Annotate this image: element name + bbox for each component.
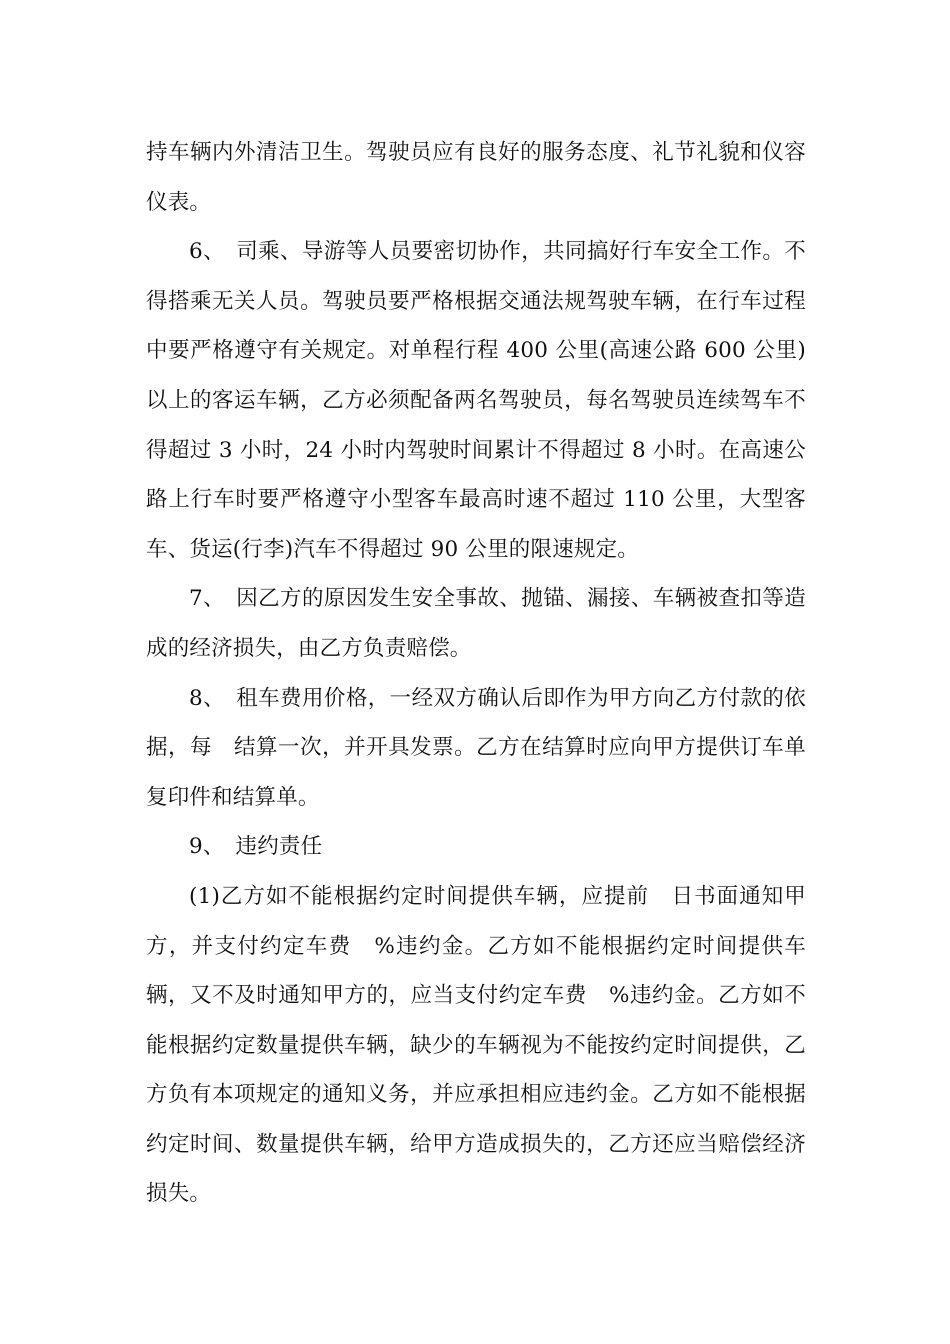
paragraph-item-9-1-breach: (1)乙方如不能根据约定时间提供车辆，应提前 日书面通知甲方，并支付约定车费 %违约金。乙方如不能根据约定时间提供车辆，又不及时通知甲方的，应当支付约定车费 %违约金。乙方如不能根据约定数量提供车辆，缺少的车辆视为不能按约定时间提供，乙方负有本项规定的通知义务，并应承担相应违约金。乙方如不能根据约定时间、数量提供车辆，给甲方造成损失的，乙方还应当赔偿经济损失。 (146, 883, 806, 1207)
document-body (146, 128, 806, 1219)
paragraph-item-6-safety: 6、 司乘、导游等人员要密切协作，共同搞好行车安全工作。不得搭乘无关人员。驾驶员要严格根据交通法规驾驶车辆，在行车过程中要严格遵守有关规定。对单程行程 400 公里(高速公路 600 公里)以上的客运车辆，乙方必须配备两名驾驶员，每名驾驶员连续驾车不得超过 3 小时，24 小时内驾驶时间累计不得超过 8 小时。在高速公路上行车时要严格遵守小型客车最高时速不超过 110 公里，大型客车、货运(行李)汽车不得超过 90 公里的限速规定。 (146, 239, 806, 562)
paragraph-item-8-pricing: 8、 租车费用价格，一经双方确认后即作为甲方向乙方付款的依据，每 结算一次，并开具发票。乙方在结算时应向甲方提供订车单复印件和结算单。 (146, 685, 806, 810)
paragraph-item-9-heading: 9、 违约责任 (189, 834, 323, 860)
paragraph-item-7-compensation: 7、 因乙方的原因发生安全事故、抛锚、漏接、车辆被查扣等造成的经济损失，由乙方负责赔偿。 (146, 586, 806, 661)
paragraph-vehicle-cleanliness: 持车辆内外清洁卫生。驾驶员应有良好的服务态度、礼节礼貌和仪容仪表。 (146, 140, 806, 215)
